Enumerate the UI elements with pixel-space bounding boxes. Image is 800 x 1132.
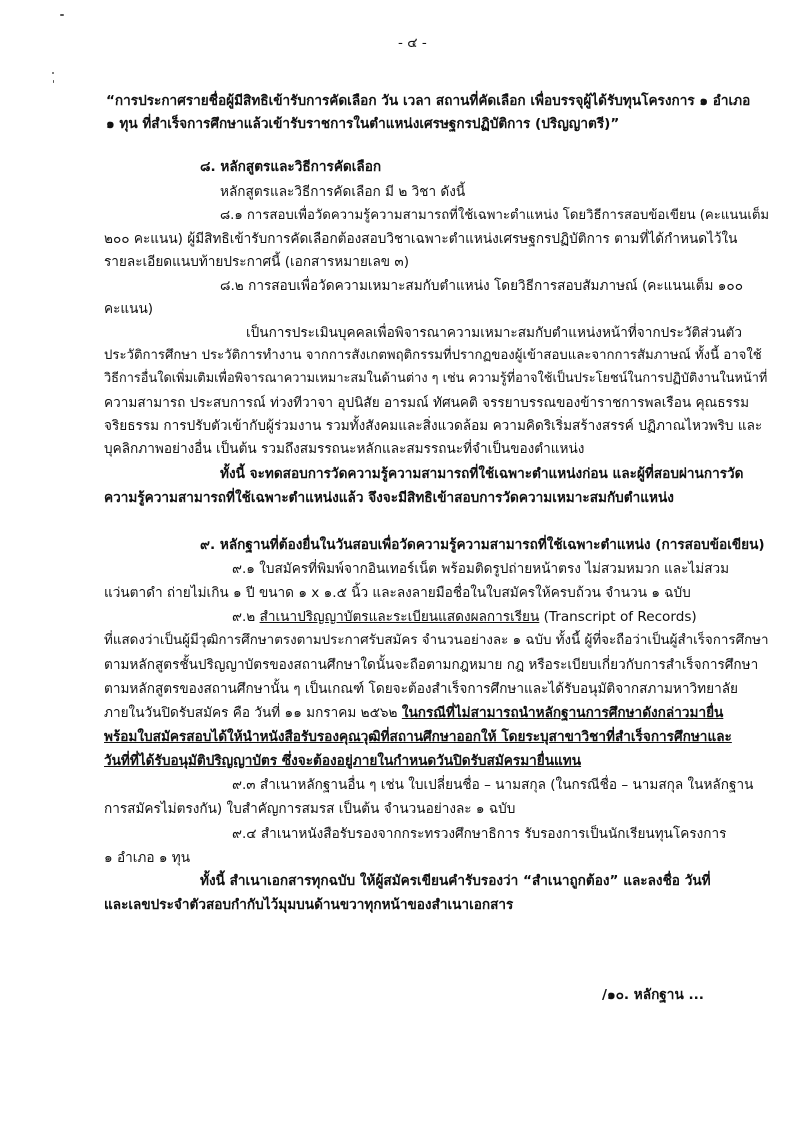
item-9-3-line-1: ๙.๓ สำเนาหลักฐานอื่น ๆ เช่น ใบเปลี่ยนชื่อ – นามสกุล (ในกรณีชื่อ – นามสกุล ในหลักฐาน [232, 777, 754, 793]
closing-line-1: ทั้งนี้ สำเนาเอกสารทุกฉบับ ให้ผู้สมัครเขียนคำรับรองว่า “สำเนาถูกต้อง” และลงชื่อ วันที่ [200, 873, 711, 889]
section-8-note-line-1: ทั้งนี้ จะทดสอบการวัดความรู้ความสามารถที่ใช้เฉพาะตำแหน่งก่อน และผู้ที่สอบผ่านการวัด [220, 466, 744, 482]
page-number: - ๔ - [398, 35, 427, 51]
item-8-1-line-2: ๒๐๐ คะแนน) ผู้มีสิทธิเข้ารับการคัดเลือกต้องสอบวิชาเฉพาะตำแหน่งเศรษฐกรปฏิบัติการ ตามที่ได้กำหนดไว้ใน [104, 231, 738, 247]
item-9-2-line-6: พร้อมใบสมัครสอบได้ให้นำหนังสือรับรองคุณวุฒิที่สถานศึกษาออกให้ โดยระบุสาขาวิชาที่สำเร็จการศึกษาและ [104, 729, 732, 745]
scan-speck [53, 80, 54, 83]
item-8-1-line-1: ๘.๑ การสอบเพื่อวัดความรู้ความสามารถที่ใช้เฉพาะตำแหน่ง โดยวิธีการสอบข้อเขียน (คะแนนเต็ม [220, 208, 770, 223]
item-8-2-line-2: คะแนน) [104, 301, 154, 317]
item-9-3-line-2: การสมัครไม่ตรงกัน) ใบสำคัญการสมรส เป็นต้น จำนวนอย่างละ ๑ ฉบับ [104, 801, 516, 817]
section-8-note-line-2: ความรู้ความสามารถที่ใช้เฉพาะตำแหน่งแล้ว จึงจะมีสิทธิเข้าสอบการวัดความเหมาะสมกับตำแหน่ง [104, 490, 674, 506]
section-9-title: ๙. หลักฐานที่ต้องยื่นในวันสอบเพื่อวัดความรู้ความสามารถที่ใช้เฉพาะตำแหน่ง (การสอบข้อเขียน) [200, 537, 765, 553]
item-9-2-title-underlined: สำเนาปริญญาบัตรและระเบียนแสดงผลการเรียน [259, 609, 540, 625]
section-8-para-line-2: ประวัติการศึกษา ประวัติการทำงาน จากการสังเกตพฤติกรรมที่ปรากฏของผู้เข้าสอบและจากการสัมภาษณ์ ทั้งนี้ อาจใช้ [104, 348, 762, 363]
section-8-para-line-5: จริยธรรม การปรับตัวเข้ากับผู้ร่วมงาน รวมทั้งสังคมและสิ่งแวดล้อม ความคิดริเริ่มสร้างสรรค์ ปฏิภาณไหวพริบ และ [104, 418, 763, 434]
item-9-2-title [232, 608, 697, 626]
section-8-para-line-4: ความสามารถ ประสบการณ์ ท่วงทีวาจา อุปนิสัย อารมณ์ ทัศนคติ จรรยาบรรณของข้าราชการพลเรือน คุณธรรม [104, 395, 750, 411]
item-9-2-line-5-bold: ในกรณีที่ไม่สามารถนำหลักฐานการศึกษาดังกล่าวมายื่น [401, 705, 724, 721]
item-8-1-line-3: รายละเอียดแนบท้ายประกาศนี้ (เอกสารหมายเลข ๓) [104, 254, 409, 270]
item-9-2-line-3: ตามหลักสูตรชั้นปริญญาบัตรของสถานศึกษาใดนั้นจะถือตามกฎหมาย กฎ หรือระเบียบเกี่ยวกับการสำเร็จการศึกษา [104, 657, 759, 673]
continuation-marker: /๑๐. หลักฐาน ... [602, 987, 704, 1003]
section-8-title: ๘. หลักสูตรและวิธีการคัดเลือก [200, 159, 382, 175]
item-9-1-line-2: แว่นตาดำ ถ่ายไม่เกิน ๑ ปี ขนาด ๑ x ๑.๕ นิ้ว และลงลายมือชื่อในใบสมัครให้ครบถ้วน จำนวน ๑ ฉบับ [104, 585, 691, 601]
scan-speck [60, 14, 64, 16]
section-8-para-line-6: บุคลิกภาพอย่างอื่น เป็นต้น รวมถึงสมรรถนะหลักและสมรรถนะที่จำเป็นของตำแหน่ง [104, 441, 585, 457]
item-9-4-line-1: ๙.๔ สำเนาหนังสือรับรองจากกระทรวงศึกษาธิการ รับรองการเป็นนักเรียนทุนโครงการ [232, 826, 727, 842]
item-9-2-line-2: ที่แสดงว่าเป็นผู้มีวุฒิการศึกษาตรงตามประกาศรับสมัคร จำนวนอย่างละ ๑ ฉบับ ทั้งนี้ ผู้ที่จะถือว่าเป็นผู้สำเร็จการศึกษา [104, 633, 769, 648]
item-9-2-line-4: ตามหลักสูตรของสถานศึกษานั้น ๆ เป็นเกณฑ์ โดยจะต้องสำเร็จการศึกษาและได้รับอนุมัติจากสภามหาวิทยาลัย [104, 681, 739, 697]
item-9-2-number: ๙.๒ [232, 609, 256, 625]
heading-line-2: ๑ ทุน ที่สำเร็จการศึกษาแล้วเข้ารับราชการในตำแหน่งเศรษฐกรปฏิบัติการ (ปริญญาตรี)” [106, 116, 620, 132]
item-9-2-line-5-plain: ภายในวันปิดรับสมัคร คือ วันที่ ๑๑ มกราคม ๒๕๖๒ [104, 705, 402, 721]
item-9-2-title-rest: (Transcript of Records) [539, 609, 697, 625]
item-9-1-line-1: ๙.๑ ใบสมัครที่พิมพ์จากอินเทอร์เน็ต พร้อมติดรูปถ่ายหน้าตรง ไม่สวมหมวก และไม่สวม [232, 561, 730, 577]
closing-line-2: และเลขประจำตัวสอบกำกับไว้มุมบนด้านขวาทุกหน้าของสำเนาเอกสาร [104, 897, 514, 913]
item-9-4-line-2: ๑ อำเภอ ๑ ทุน [104, 850, 191, 866]
item-9-2-line-7: วันที่ที่ได้รับอนุมัติปริญญาบัตร ซึ่งจะต้องอยู่ภายในกำหนดวันปิดรับสมัครมายื่นแทน [104, 753, 582, 769]
section-8-intro: หลักสูตรและวิธีการคัดเลือก มี ๒ วิชา ดังนี้ [220, 184, 466, 200]
heading-line-1: “การประกาศรายชื่อผู้มีสิทธิเข้ารับการคัดเลือก วัน เวลา สถานที่คัดเลือก เพื่อบรรจุผู้ได้รับทุนโครงการ ๑ อำเภอ [106, 93, 751, 109]
item-9-2-line-5 [104, 704, 723, 722]
scan-speck [52, 72, 54, 74]
item-8-2-line-1: ๘.๒ การสอบเพื่อวัดความเหมาะสมกับตำแหน่ง โดยวิธีการสอบสัมภาษณ์ (คะแนนเต็ม ๑๐๐ [220, 278, 744, 294]
section-8-para-line-1: เป็นการประเมินบุคคลเพื่อพิจารณาความเหมาะสมกับตำแหน่งหน้าที่จากประวัติส่วนตัว [246, 325, 742, 341]
section-8-para-line-3: วิธีการอื่นใดเพิ่มเติมเพื่อพิจารณาความเหมาะสมในด้านต่าง ๆ เช่น ความรู้ที่อาจใช้เป็นประโยชน์ในการปฏิบัติงานในหน้าที่ [104, 371, 768, 386]
